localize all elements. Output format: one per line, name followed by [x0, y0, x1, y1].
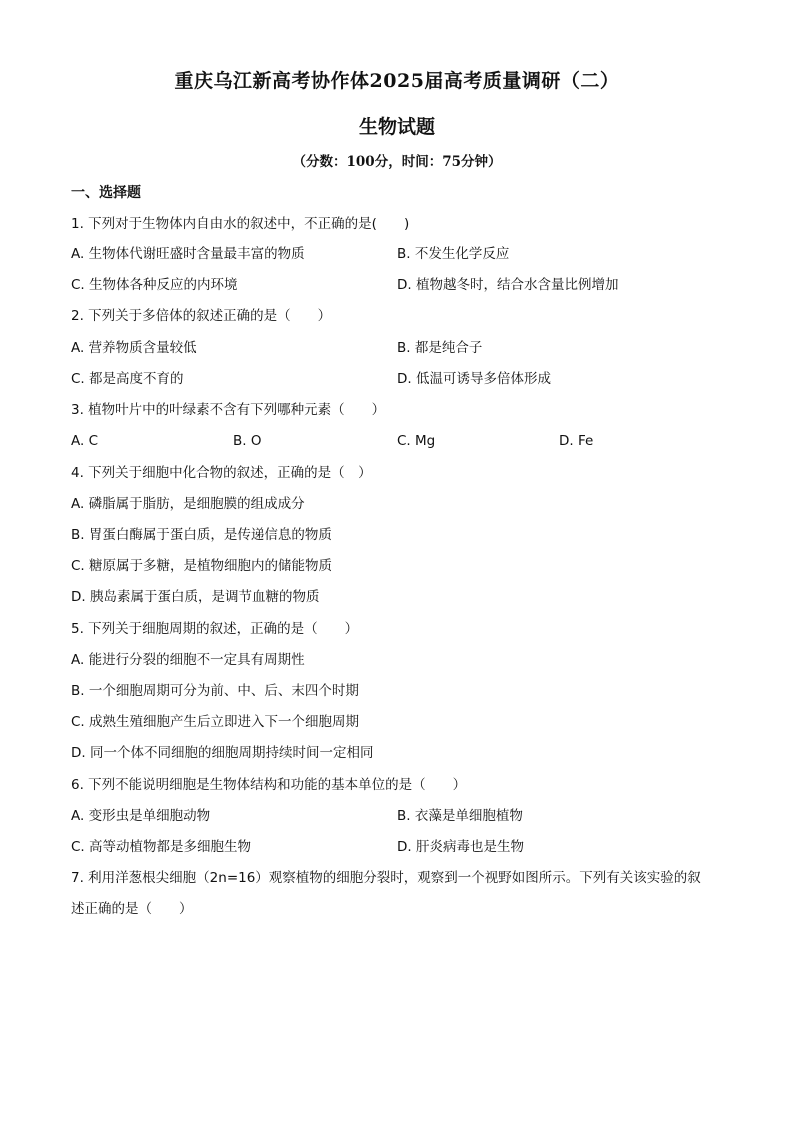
question-6-stem: 6. 下列不能说明细胞是生物体结构和功能的基本单位的是（ ） [71, 777, 467, 793]
question-7-stem-line-1: 7. 利用洋葱根尖细胞（2n=16）观察植物的细胞分裂时，观察到一个视野如图所示。下列有关该实验的叙 [71, 870, 701, 886]
question-3-option-c: C. Mg [397, 433, 436, 449]
score-time-info: （分数：100分，时间：75分钟） [292, 154, 502, 170]
question-2-option-d: D. 低温可诱导多倍体形成 [397, 371, 551, 387]
question-2-option-b: B. 都是纯合子 [397, 340, 483, 356]
question-2-option-a: A. 营养物质含量较低 [71, 340, 197, 356]
question-3-option-a: A. C [71, 433, 99, 449]
question-5-option-c: C. 成熟生殖细胞产生后立即进入下一个细胞周期 [71, 714, 360, 730]
question-5-stem: 5. 下列关于细胞周期的叙述，正确的是（ ） [71, 621, 359, 637]
question-6-option-b: B. 衣藻是单细胞植物 [397, 808, 523, 824]
question-1-stem: 1. 下列对于生物体内自由水的叙述中，不正确的是( ) [71, 216, 410, 232]
exam-title: 重庆乌江新高考协作体2025届高考质量调研（二） [174, 70, 620, 92]
question-5-option-b: B. 一个细胞周期可分为前、中、后、末四个时期 [71, 683, 359, 699]
question-4-option-c: C. 糖原属于多糖，是植物细胞内的储能物质 [71, 558, 333, 574]
question-2-option-c: C. 都是高度不育的 [71, 371, 184, 387]
question-5-option-d: D. 同一个体不同细胞的细胞周期持续时间一定相同 [71, 745, 374, 761]
question-6-option-d: D. 肝炎病毒也是生物 [397, 839, 524, 855]
question-1-option-a: A. 生物体代谢旺盛时含量最丰富的物质 [71, 246, 305, 262]
question-6-option-a: A. 变形虫是单细胞动物 [71, 808, 211, 824]
question-1-option-b: B. 不发生化学反应 [397, 246, 510, 262]
question-7-stem-line-2: 述正确的是（ ） [71, 901, 193, 917]
question-4-option-a: A. 磷脂属于脂肪，是细胞膜的组成成分 [71, 496, 305, 512]
question-4-option-d: D. 胰岛素属于蛋白质，是调节血糖的物质 [71, 589, 320, 605]
question-3-option-b: B. O [233, 433, 262, 449]
question-3-stem: 3. 植物叶片中的叶绿素不含有下列哪种元素（ ） [71, 402, 386, 418]
question-1-option-c: C. 生物体各种反应的内环境 [71, 277, 238, 293]
exam-subtitle: 生物试题 [358, 116, 435, 138]
question-1-option-d: D. 植物越冬时，结合水含量比例增加 [397, 277, 619, 293]
question-5-option-a: A. 能进行分裂的细胞不一定具有周期性 [71, 652, 305, 668]
question-6-option-c: C. 高等动植物都是多细胞生物 [71, 839, 252, 855]
question-4-option-b: B. 胃蛋白酶属于蛋白质，是传递信息的物质 [71, 527, 332, 543]
question-2-stem: 2. 下列关于多倍体的叙述正确的是（ ） [71, 308, 332, 324]
section-heading: 一、选择题 [71, 185, 141, 201]
question-3-option-d: D. Fe [559, 433, 594, 449]
question-4-stem: 4. 下列关于细胞中化合物的叙述，正确的是（ ） [71, 465, 372, 481]
